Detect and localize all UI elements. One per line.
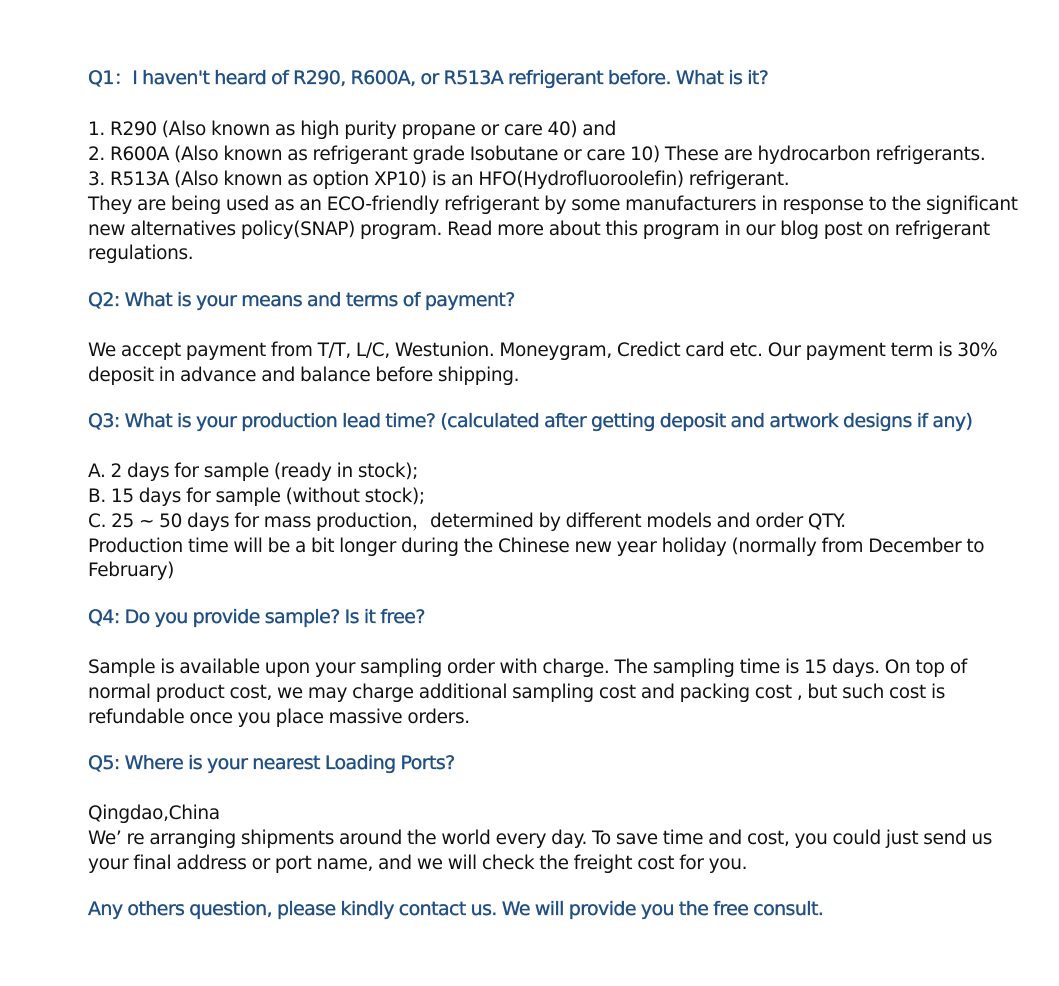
- faq-answer-line: normal product cost, we may charge additional sampling cost and packing cost , but such cost is: [88, 682, 946, 703]
- faq-answer-line: 1. R290 (Also known as high purity propane or care 40) and: [88, 119, 617, 140]
- faq-answer-line: deposit in advance and balance before shipping.: [88, 365, 520, 386]
- faq-question-q3: Q3: What is your production lead time? (calculated after getting deposit and artwork designs if any): [88, 410, 973, 432]
- faq-answer-line: A. 2 days for sample (ready in stock);: [88, 461, 418, 482]
- faq-answer-line: 2. R600A (Also known as refrigerant grade Isobutane or care 10) These are hydrocarbon refrigerants.: [88, 144, 986, 165]
- faq-question-q4: Q4: Do you provide sample? Is it free?: [88, 606, 425, 628]
- faq-answer-line: Qingdao,China: [88, 803, 220, 824]
- faq-answer-line: regulations.: [88, 243, 194, 264]
- faq-answer-line: We accept payment from T/T, L/C, Westunion. Moneygram, Credict card etc. Our payment term is 30%: [88, 340, 998, 361]
- faq-question-q5: Q5: Where is your nearest Loading Ports?: [88, 752, 455, 774]
- faq-answer-line: February): [88, 560, 175, 581]
- faq-answer-line: Sample is available upon your sampling order with charge. The sampling time is 15 days. On top of: [88, 657, 967, 678]
- faq-answer-line: new alternatives policy(SNAP) program. Read more about this program in our blog post on refrigerant: [88, 219, 990, 240]
- closing-contact-note: Any others question, please kindly contact us. We will provide you the free consult.: [88, 898, 824, 920]
- faq-answer-line: your final address or port name, and we will check the freight cost for you.: [88, 853, 748, 874]
- faq-question-q2: Q2: What is your means and terms of payment?: [88, 289, 515, 311]
- faq-answer-line: refundable once you place massive orders.: [88, 707, 470, 728]
- faq-answer-line: Production time will be a bit longer during the Chinese new year holiday (normally from December to: [88, 536, 985, 557]
- faq-answer-line: We’ re arranging shipments around the world every day. To save time and cost, you could just send us: [88, 828, 993, 849]
- faq-answer-line: B. 15 days for sample (without stock);: [88, 486, 425, 507]
- faq-answer-line: C. 25 ~ 50 days for mass production，determined by different models and order QTY.: [88, 511, 846, 532]
- faq-question-q1: Q1：I haven't heard of R290, R600A, or R513A refrigerant before. What is it?: [88, 67, 769, 89]
- faq-answer-line: 3. R513A (Also known as option XP10) is an HFO(Hydrofluoroolefin) refrigerant.: [88, 169, 790, 190]
- faq-answer-line: They are being used as an ECO-friendly refrigerant by some manufacturers in response to the significant: [88, 194, 1018, 215]
